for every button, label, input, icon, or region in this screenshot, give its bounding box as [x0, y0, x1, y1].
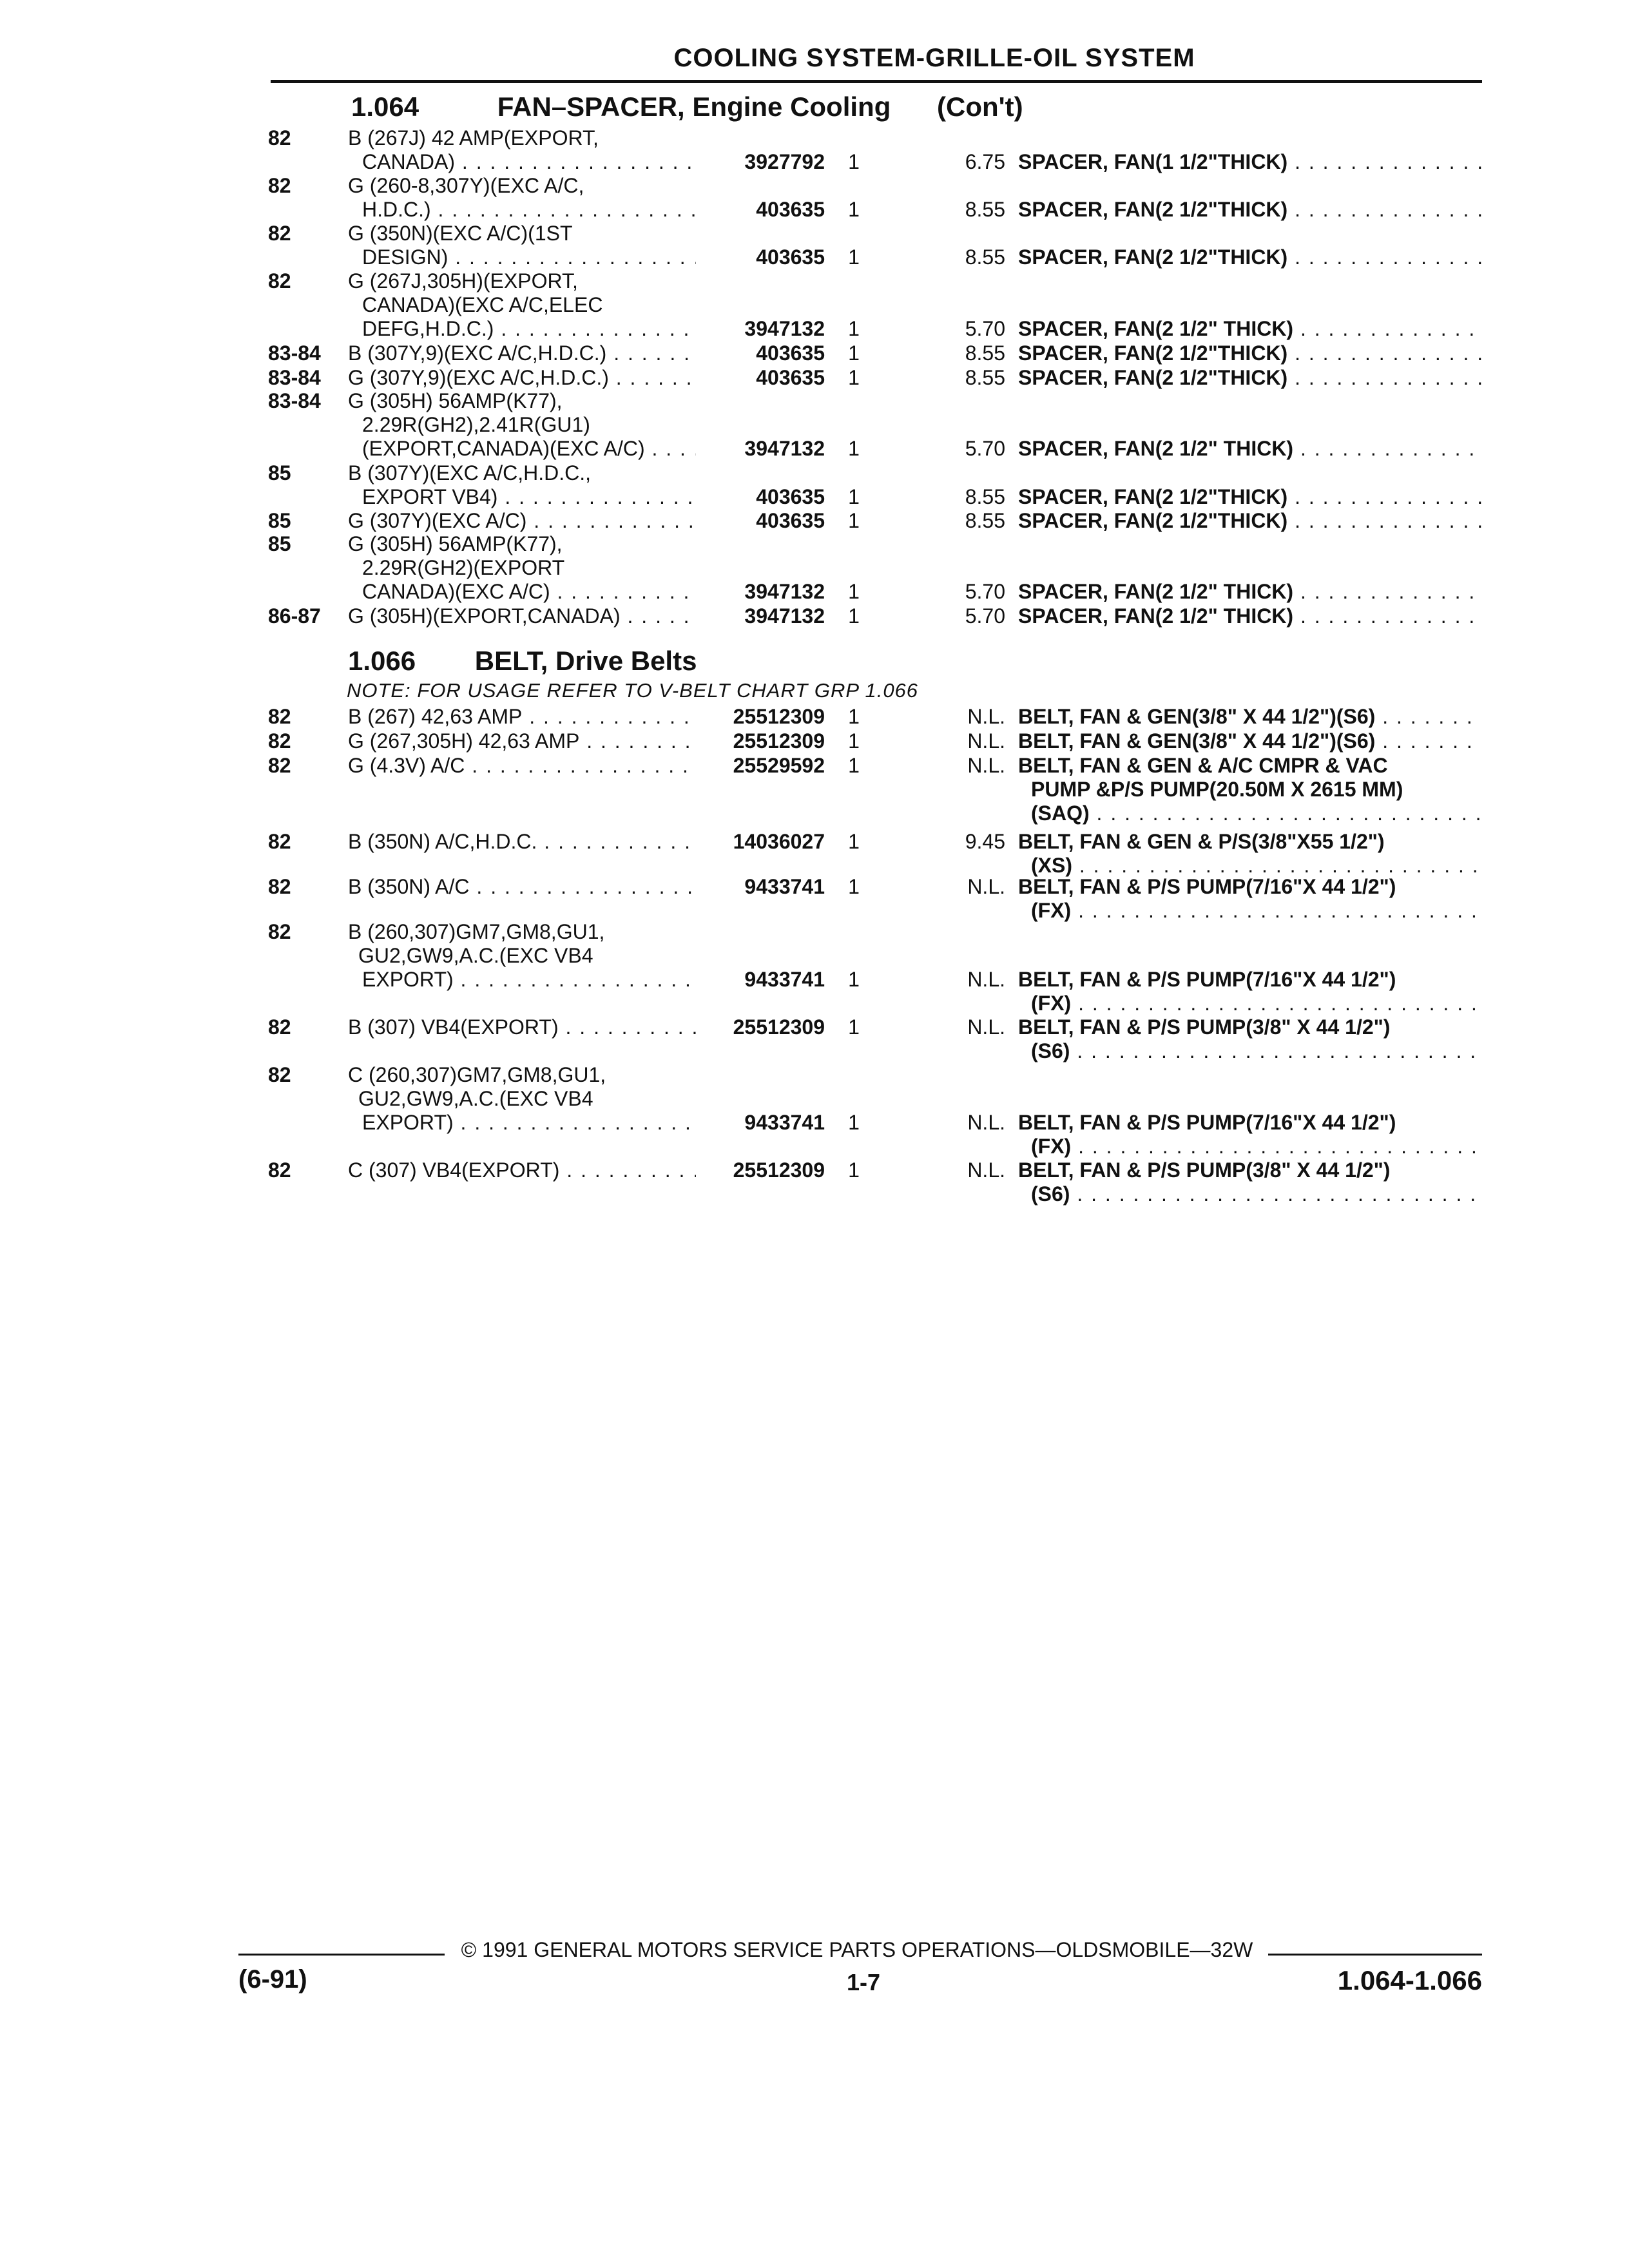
- model-year: 83-84: [268, 341, 321, 365]
- price: N.L.: [967, 875, 1005, 898]
- part-description: [1018, 341, 1482, 365]
- application-line: EXPORT) . . .: [348, 968, 696, 992]
- description-line: BELT, FAN & P/S PUMP(3/8" X 44 1/2"): [1018, 1015, 1391, 1039]
- description-line: (FX) . . .: [1018, 1135, 1482, 1158]
- quantity: 1: [848, 1015, 860, 1039]
- part-description: [1018, 754, 1482, 825]
- application-line: B (267) 42,63 AMP . . .: [348, 705, 696, 729]
- application-line: G (267J,305H)(EXPORT,: [348, 269, 578, 293]
- application-line: (EXPORT,CANADA)(EXC A/C) . . .: [348, 437, 696, 461]
- description-line: (SAQ) . . .: [1018, 802, 1482, 825]
- price: N.L.: [967, 754, 1005, 777]
- description-line: BELT, FAN & P/S PUMP(7/16"X 44 1/2"): [1018, 875, 1396, 898]
- footer-rule-right: [1268, 1954, 1482, 1956]
- description-line: (FX) . . .: [1018, 992, 1482, 1015]
- application-line: G (260-8,307Y)(EXC A/C,: [348, 174, 584, 197]
- section-name: BELT, Drive Belts: [474, 646, 697, 676]
- model-year: 82: [268, 1063, 291, 1086]
- part-description: [1018, 150, 1482, 174]
- model-year: 82: [268, 1158, 291, 1182]
- part-description: [1018, 509, 1482, 533]
- part-description: [1018, 705, 1482, 729]
- part-description: [1018, 604, 1482, 628]
- part-number: 403635: [756, 509, 825, 532]
- application-line: GU2,GW9,A.C.(EXC VB4: [358, 944, 593, 967]
- application: [348, 830, 696, 854]
- part-number: 3947132: [744, 580, 825, 603]
- part-number: 3927792: [744, 150, 825, 173]
- part-description: [1018, 485, 1482, 509]
- application-line: B (350N) A/C . . .: [348, 875, 696, 899]
- part-description: [1018, 968, 1482, 1015]
- model-year: 85: [268, 461, 291, 485]
- application-line: 2.29R(GH2)(EXPORT: [362, 556, 565, 579]
- description-line: BELT, FAN & GEN & A/C CMPR & VAC: [1018, 754, 1388, 777]
- description-line: SPACER, FAN(2 1/2" THICK) . . .: [1018, 604, 1482, 628]
- price: 8.55: [965, 485, 1005, 508]
- section-name: FAN–SPACER, Engine Cooling: [497, 91, 891, 122]
- application-line: G (305H)(EXPORT,CANADA) . . .: [348, 604, 696, 628]
- price: N.L.: [967, 1158, 1005, 1182]
- application-line: C (307) VB4(EXPORT) . . .: [348, 1158, 696, 1182]
- part-description: [1018, 729, 1482, 753]
- description-line: BELT, FAN & GEN & P/S(3/8"X55 1/2"): [1018, 830, 1385, 853]
- price: 9.45: [965, 830, 1005, 853]
- application-line: B (307) VB4(EXPORT) . . .: [348, 1015, 696, 1039]
- application: [348, 126, 696, 174]
- price: N.L.: [967, 968, 1005, 991]
- application-line: G (307Y)(EXC A/C) . . .: [348, 509, 696, 533]
- application: [348, 174, 696, 222]
- model-year: 82: [268, 920, 291, 943]
- price: 8.55: [965, 509, 1005, 532]
- application: [348, 754, 696, 778]
- model-year: 82: [268, 222, 291, 245]
- description-line: SPACER, FAN(2 1/2"THICK) . . .: [1018, 341, 1482, 365]
- application: [348, 1015, 696, 1039]
- section-code: 1.064: [351, 91, 419, 122]
- header-rule: [271, 80, 1482, 83]
- application-line: B (307Y)(EXC A/C,H.D.C.,: [348, 461, 591, 485]
- part-number: 403635: [756, 245, 825, 269]
- price: N.L.: [967, 705, 1005, 728]
- part-number: 25512309: [733, 1158, 825, 1182]
- footer-page-number: 1-7: [846, 1969, 881, 1995]
- model-year: 85: [268, 532, 291, 555]
- quantity: 1: [848, 245, 860, 269]
- application: [348, 366, 696, 390]
- part-description: [1018, 198, 1482, 222]
- application-line: CANADA)(EXC A/C,ELEC: [362, 293, 603, 316]
- footer-copyright: © 1991 GENERAL MOTORS SERVICE PARTS OPERATIONS—OLDSMOBILE—32W: [461, 1938, 1253, 1961]
- part-number: 25512309: [733, 705, 825, 728]
- section-code: 1.066: [348, 646, 416, 676]
- quantity: 1: [848, 729, 860, 753]
- part-number: 403635: [756, 485, 825, 508]
- description-line: (XS) . . .: [1018, 854, 1482, 878]
- quantity: 1: [848, 968, 860, 991]
- description-line: BELT, FAN & GEN(3/8" X 44 1/2")(S6) . . .: [1018, 705, 1482, 729]
- application-line: B (350N) A/C,H.D.C. . . .: [348, 830, 696, 854]
- application: [348, 461, 696, 509]
- application-line: G (307Y,9)(EXC A/C,H.D.C.) . . .: [348, 366, 696, 390]
- description-line: SPACER, FAN(1 1/2"THICK) . . .: [1018, 150, 1482, 174]
- quantity: 1: [848, 150, 860, 173]
- application-line: H.D.C.) . . .: [348, 198, 696, 222]
- quantity: 1: [848, 580, 860, 603]
- description-line: SPACER, FAN(2 1/2" THICK) . . .: [1018, 317, 1482, 341]
- footer-group-range: 1.064-1.066: [1337, 1965, 1482, 1995]
- description-line: SPACER, FAN(2 1/2"THICK) . . .: [1018, 245, 1482, 269]
- part-number: 9433741: [744, 1111, 825, 1134]
- description-line: SPACER, FAN(2 1/2"THICK) . . .: [1018, 366, 1482, 390]
- price: N.L.: [967, 1015, 1005, 1039]
- quantity: 1: [848, 705, 860, 728]
- quantity: 1: [848, 875, 860, 898]
- description-line: SPACER, FAN(2 1/2" THICK) . . .: [1018, 580, 1482, 604]
- part-number: 9433741: [744, 875, 825, 898]
- part-description: [1018, 875, 1482, 923]
- price: 5.70: [965, 580, 1005, 603]
- quantity: 1: [848, 1158, 860, 1182]
- application-line: EXPORT VB4) . . .: [348, 485, 696, 509]
- quantity: 1: [848, 366, 860, 389]
- application: [348, 532, 696, 604]
- model-year: 82: [268, 729, 291, 753]
- description-line: SPACER, FAN(2 1/2"THICK) . . .: [1018, 485, 1482, 509]
- part-number: 3947132: [744, 437, 825, 460]
- part-number: 403635: [756, 366, 825, 389]
- description-line: SPACER, FAN(2 1/2"THICK) . . .: [1018, 198, 1482, 222]
- application: [348, 509, 696, 533]
- application-line: G (305H) 56AMP(K77),: [348, 532, 563, 555]
- application-line: B (307Y,9)(EXC A/C,H.D.C.) . . .: [348, 341, 696, 365]
- application-line: G (267,305H) 42,63 AMP . . .: [348, 729, 696, 753]
- quantity: 1: [848, 604, 860, 628]
- model-year: 82: [268, 269, 291, 293]
- part-number: 3947132: [744, 604, 825, 628]
- application: [348, 269, 696, 341]
- description-line: BELT, FAN & P/S PUMP(7/16"X 44 1/2"): [1018, 968, 1396, 991]
- application-line: B (260,307)GM7,GM8,GU1,: [348, 920, 605, 943]
- model-year: 82: [268, 174, 291, 197]
- part-description: [1018, 1158, 1482, 1206]
- application: [348, 920, 696, 992]
- model-year: 82: [268, 126, 291, 149]
- description-line: BELT, FAN & P/S PUMP(7/16"X 44 1/2"): [1018, 1111, 1396, 1134]
- part-description: [1018, 580, 1482, 604]
- application: [348, 1158, 696, 1182]
- model-year: 83-84: [268, 366, 321, 389]
- quantity: 1: [848, 509, 860, 532]
- application-line: G (4.3V) A/C . . .: [348, 754, 696, 778]
- application: [348, 875, 696, 899]
- part-number: 25512309: [733, 1015, 825, 1039]
- quantity: 1: [848, 198, 860, 221]
- part-description: [1018, 317, 1482, 341]
- usage-note: NOTE: FOR USAGE REFER TO V-BELT CHART GRP 1.066: [347, 679, 919, 702]
- description-line: (S6) . . .: [1018, 1182, 1482, 1206]
- part-description: [1018, 437, 1482, 461]
- application: [348, 222, 696, 269]
- quantity: 1: [848, 485, 860, 508]
- description-line: BELT, FAN & GEN(3/8" X 44 1/2")(S6) . . .: [1018, 729, 1482, 753]
- application-line: DEFG,H.D.C.) . . .: [348, 317, 696, 341]
- application: [348, 341, 696, 365]
- quantity: 1: [848, 341, 860, 365]
- part-description: [1018, 830, 1482, 878]
- price: 8.55: [965, 341, 1005, 365]
- model-year: 82: [268, 830, 291, 853]
- part-description: [1018, 1111, 1482, 1158]
- price: 5.70: [965, 317, 1005, 340]
- price: N.L.: [967, 1111, 1005, 1134]
- application-line: CANADA)(EXC A/C) . . .: [348, 580, 696, 604]
- quantity: 1: [848, 1111, 860, 1134]
- section-heading-fan-spacer: [351, 91, 1023, 122]
- page-header-title: COOLING SYSTEM-GRILLE-OIL SYSTEM: [673, 44, 1195, 72]
- price: 5.70: [965, 437, 1005, 460]
- part-description: [1018, 366, 1482, 390]
- model-year: 82: [268, 705, 291, 728]
- quantity: 1: [848, 437, 860, 460]
- description-line: SPACER, FAN(2 1/2" THICK) . . .: [1018, 437, 1482, 461]
- part-number: 25512309: [733, 729, 825, 753]
- part-number: 403635: [756, 198, 825, 221]
- application-line: DESIGN) . . .: [348, 245, 696, 269]
- part-number: 14036027: [733, 830, 825, 853]
- application-line: G (305H) 56AMP(K77),: [348, 389, 563, 412]
- part-number: 9433741: [744, 968, 825, 991]
- application-line: EXPORT) . . .: [348, 1111, 696, 1135]
- price: 5.70: [965, 604, 1005, 628]
- section-heading-belt: [348, 646, 697, 677]
- price: N.L.: [967, 729, 1005, 753]
- quantity: 1: [848, 754, 860, 777]
- description-line: BELT, FAN & P/S PUMP(3/8" X 44 1/2"): [1018, 1158, 1391, 1182]
- part-number: 3947132: [744, 317, 825, 340]
- application: [348, 705, 696, 729]
- quantity: 1: [848, 317, 860, 340]
- application: [348, 389, 696, 461]
- application-line: B (267J) 42 AMP(EXPORT,: [348, 126, 599, 149]
- model-year: 82: [268, 754, 291, 777]
- application-line: 2.29R(GH2),2.41R(GU1): [362, 413, 590, 436]
- quantity: 1: [848, 830, 860, 853]
- section-continued: (Con't): [937, 91, 1023, 122]
- description-line: (S6) . . .: [1018, 1039, 1482, 1063]
- application: [348, 604, 696, 628]
- part-description: [1018, 245, 1482, 269]
- part-number: 403635: [756, 341, 825, 365]
- model-year: 82: [268, 875, 291, 898]
- footer-rule-left: [238, 1954, 445, 1956]
- part-description: [1018, 1015, 1482, 1063]
- application-line: C (260,307)GM7,GM8,GU1,: [348, 1063, 606, 1086]
- model-year: 83-84: [268, 389, 321, 412]
- model-year: 82: [268, 1015, 291, 1039]
- price: 8.55: [965, 366, 1005, 389]
- application-line: G (350N)(EXC A/C)(1ST: [348, 222, 573, 245]
- description-line: SPACER, FAN(2 1/2"THICK) . . .: [1018, 509, 1482, 533]
- price: 8.55: [965, 198, 1005, 221]
- price: 8.55: [965, 245, 1005, 269]
- application-line: GU2,GW9,A.C.(EXC VB4: [358, 1087, 593, 1110]
- application-line: CANADA) . . .: [348, 150, 696, 174]
- description-line: PUMP &P/S PUMP(20.50M X 2615 MM): [1031, 778, 1403, 801]
- application: [348, 729, 696, 753]
- application: [348, 1063, 696, 1135]
- price: 6.75: [965, 150, 1005, 173]
- footer-date: (6-91): [238, 1965, 307, 1994]
- model-year: 85: [268, 509, 291, 532]
- description-line: (FX) . . .: [1018, 899, 1482, 923]
- part-number: 25529592: [733, 754, 825, 777]
- model-year: 86-87: [268, 604, 321, 628]
